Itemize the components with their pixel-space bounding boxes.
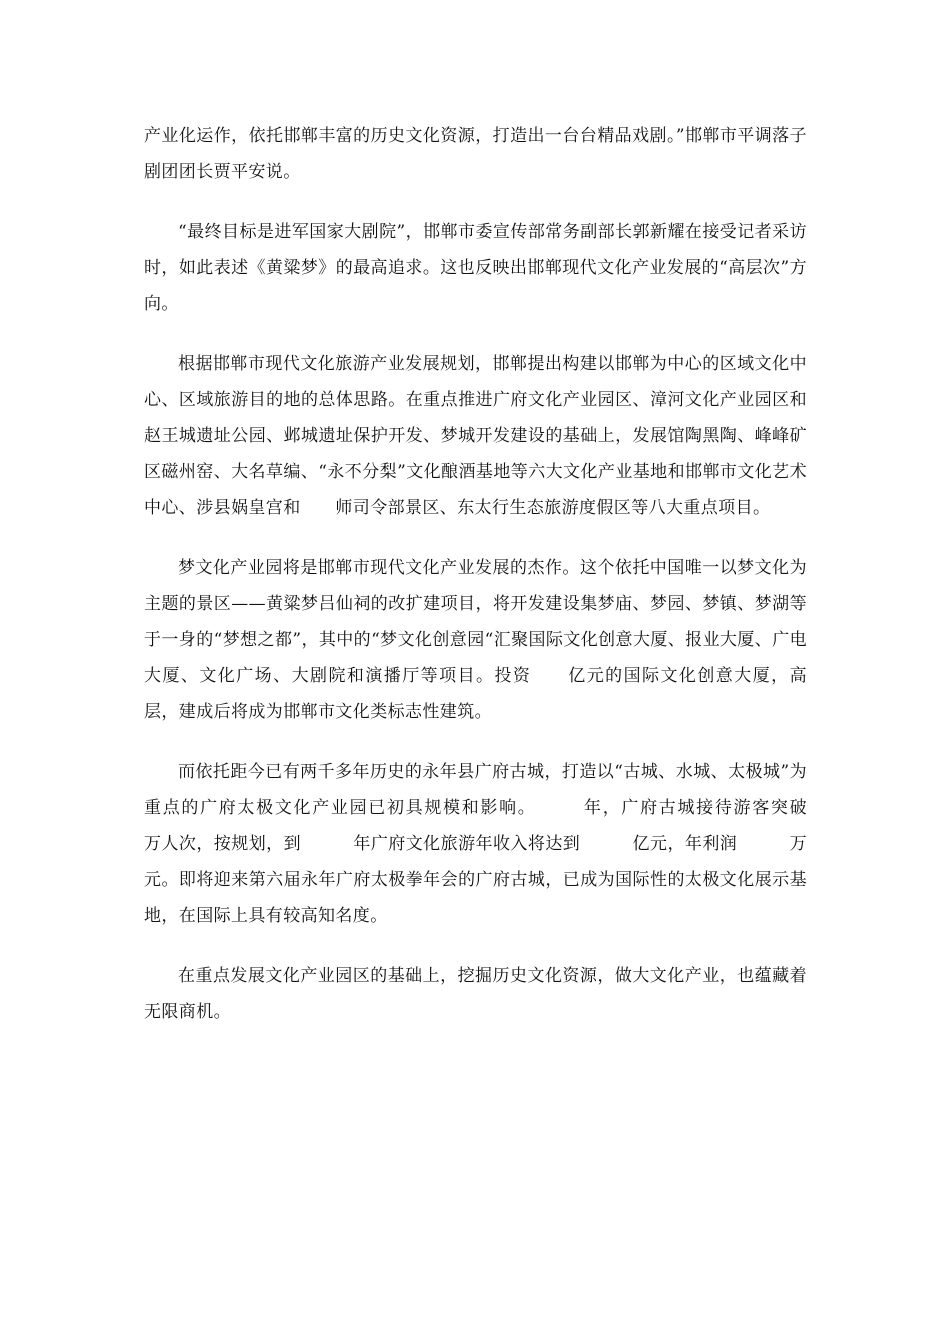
paragraph-4: 梦文化产业园将是邯郸市现代文化产业发展的杰作。这个依托中国唯一以梦文化为主题的景区——黄粱梦吕仙祠的改扩建项目，将开发建设集梦庙、梦园、梦镇、梦湖等于一身的“梦想之都”，其中的“梦文化创意园“汇聚国际文化创意大厦、报业大厦、广电大厦、文化广场、大剧院和演播厅等项目。投资 亿元的国际文化创意大厦，高 层，建成后将成为邯郸市文化类标志性建筑。 <box>144 558 842 722</box>
paragraph-5: 而依托距今已有两千多年历史的永年县广府古城，打造以“古城、水城、太极城”为重点的广府太极文化产业园已初具规模和影响。 年，广府古城接待游客突破 万人次，按规划，到 年广府文化旅游年收入将达到 亿元，年利润 万元。即将迎来第六届永年广府太极拳年会的广府古城，已成为国际性的太极文化展示基地，在国际上具有较高知名度。 <box>144 762 842 926</box>
paragraph-3: 根据邯郸市现代文化旅游产业发展规划，邯郸提出构建以邯郸为中心的区域文化中心、区域旅游目的地的总体思路。在重点推进广府文化产业园区、漳河文化产业园区和赵王城遗址公园、邺城遗址保护开发、梦城开发建设的基础上，发展馆陶黑陶、峰峰矿区磁州窑、大名草编、“永不分梨”文化酿酒基地等六大文化产业基地和邯郸市文化艺术中心、涉县娲皇宫和 师司令部景区、东太行生态旅游度假区等八大重点项目。 <box>144 354 807 518</box>
paragraph-6: 在重点发展文化产业园区的基础上，挖掘历史文化资源，做大文化产业，也蕴藏着无限商机。 <box>144 966 807 1022</box>
paragraph-1: 产业化运作，依托邯郸丰富的历史文化资源，打造出一台台精品戏剧。”邯郸市平调落子剧团团长贾平安说。 <box>144 126 807 182</box>
paragraph-2: “最终目标是进军国家大剧院”，邯郸市委宣传部常务副部长郭新耀在接受记者采访时，如此表述《黄粱梦》的最高追求。这也反映出邯郸现代文化产业发展的“高层次”方向。 <box>144 222 807 314</box>
